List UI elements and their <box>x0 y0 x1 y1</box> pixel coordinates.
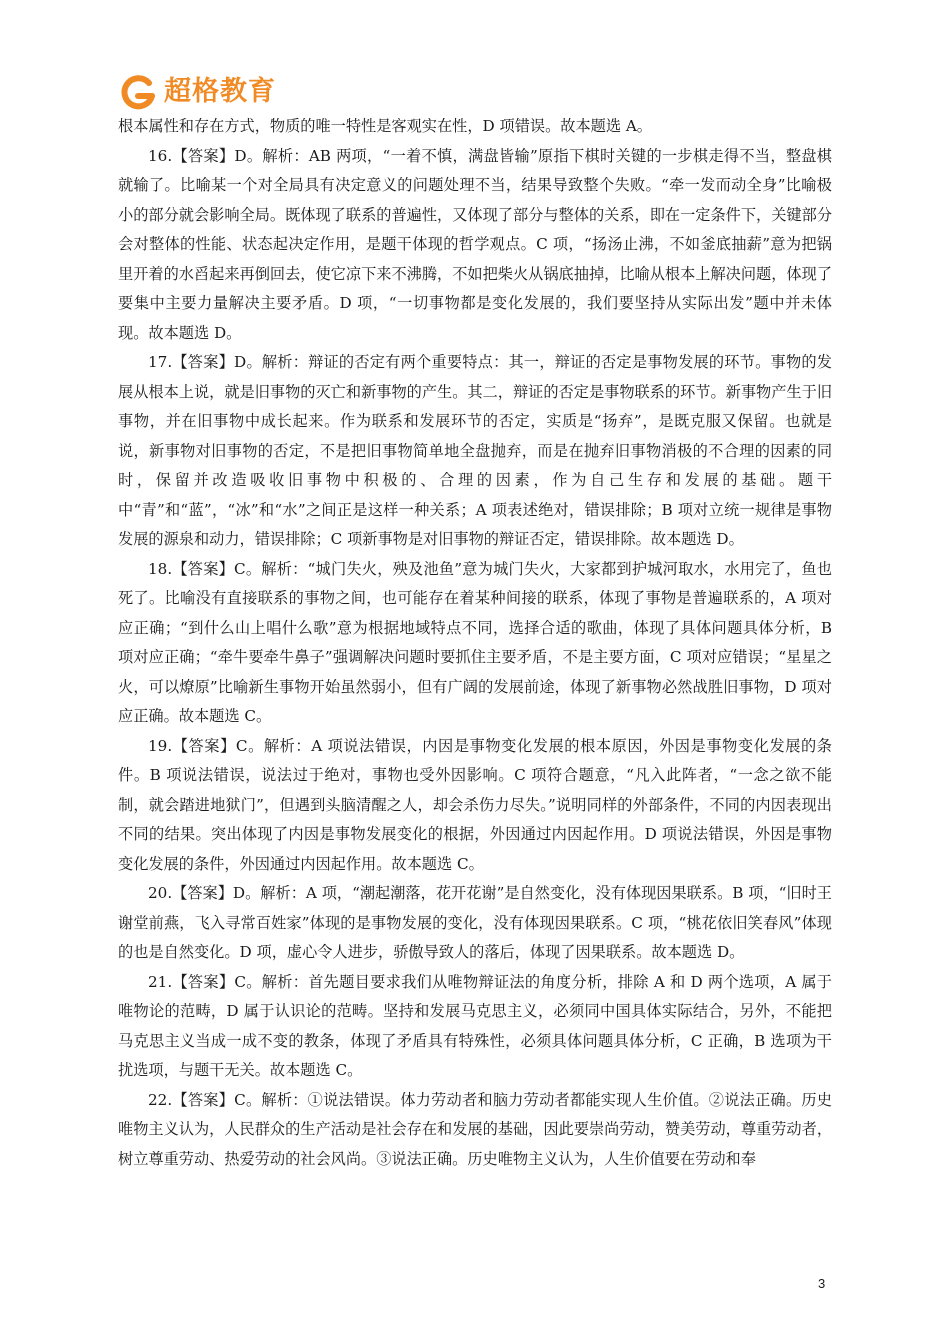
answer-20: 20.【答案】D。解析：A 项，“潮起潮落，花开花谢”是自然变化，没有体现因果联系。B 项，“旧时王谢堂前燕，飞入寻常百姓家”体现的是事物发展的变化，没有体现因果联系。C 项，“桃花依旧笑春风”体现的也是自然变化。D 项，虚心令人进步，骄傲导致人的落后，体现了因果联系。故本题选 D。 <box>118 884 832 961</box>
answer-21: 21.【答案】C。解析：首先题目要求我们从唯物辩证法的角度分析，排除 A 和 D 两个选项，A 属于唯物论的范畴，D 属于认识论的范畴。坚持和发展马克思主义，必须同中国具体实际结合，另外，不能把马克思主义当成一成不变的教条，体现了矛盾具有特殊性，必须具体问题具体分析，C 正确，B 选项为干扰选项，与题干无关。故本题选 C。 <box>118 972 832 1079</box>
header <box>118 72 276 112</box>
document-body <box>118 112 832 1174</box>
page-number: 3 <box>818 1276 826 1291</box>
answer-17: 17.【答案】D。解析：辩证的否定有两个重要特点：其一，辩证的否定是事物发展的环节。事物的发展从根本上说，就是旧事物的灭亡和新事物的产生。其二，辩证的否定是事物联系的环节。新事物产生于旧事物，并在旧事物中成长起来。作为联系和发展环节的否定，实质是“扬弃”，是既克服又保留。也就是说，新事物对旧事物的否定，不是把旧事物简单地全盘抛弃，而是在抛弃旧事物消极的不合理的因素的同时，保留并改造吸收旧事物中积极的、合理的因素，作为自己生存和发展的基础。题干中“青”和“蓝”，“冰”和“水”之间正是这样一种关系；A 项表述绝对，错误排除；B 项对立统一规律是事物发展的源泉和动力，错误排除；C 项新事物是对旧事物的辩证否定，错误排除。故本题选 D。 <box>118 353 832 548</box>
answer-19: 19.【答案】C。解析：A 项说法错误，内因是事物变化发展的根本原因，外因是事物变化发展的条件。B 项说法错误，说法过于绝对，事物也受外因影响。C 项符合题意，“凡入此阵者，“一念之欲不能制，就会踏进地狱门”，但遇到头脑清醒之人，却会杀伤力尽失。”说明同样的外部条件，不同的内因表现出不同的结果。突出体现了内因是事物发展变化的根据，外因通过内因起作用。D 项说法错误，外因是事物变化发展的条件，外因通过内因起作用。故本题选 C。 <box>118 736 832 873</box>
answer-16: 16.【答案】D。解析：AB 两项，“一着不慎，满盘皆输”原指下棋时关键的一步棋走得不当，整盘棋就输了。比喻某一个对全局具有决定意义的问题处理不当，结果导致整个失败。“牵一发而动全身”比喻极小的部分就会影响全局。既体现了联系的普遍性，又体现了部分与整体的关系，即在一定条件下，关键部分会对整体的性能、状态起决定作用，是题干体现的哲学观点。C 项，“扬汤止沸，不如釜底抽薪”意为把锅里开着的水舀起来再倒回去，使它凉下来不沸腾，不如把柴火从锅底抽掉，比喻从根本上解决问题，体现了要集中主要力量解决主要矛盾。D 项，“一切事物都是变化发展的，我们要坚持从实际出发”题中并未体现。故本题选 D。 <box>118 146 832 342</box>
paragraph-continuation: 根本属性和存在方式，物质的唯一特性是客观实在性，D 项错误。故本题选 A。 <box>118 117 652 135</box>
answer-22: 22.【答案】C。解析：①说法错误。体力劳动者和脑力劳动者都能实现人生价值。②说法正确。历史唯物主义认为，人民群众的生产活动是社会存在和发展的基础，因此要崇尚劳动，赞美劳动，尊重劳动者，树立尊重劳动、热爱劳动的社会风尚。③说法正确。历史唯物主义认为，人生价值要在劳动和奉 <box>118 1090 832 1168</box>
brand-logo-icon <box>118 72 158 112</box>
answer-18: 18.【答案】C。解析：“城门失火，殃及池鱼”意为城门失火，大家都到护城河取水，水用完了，鱼也死了。比喻没有直接联系的事物之间，也可能存在着某种间接的联系，体现了事物是普遍联系的，A 项对应正确；“到什么山上唱什么歌”意为根据地域特点不同，选择合适的歌曲，体现了具体问题具体分析，B 项对应正确；“牵牛要牵牛鼻子”强调解决问题时要抓住主要矛盾，不是主要方面，C 项对应错误；“星星之火，可以燎原”比喻新生事物开始虽然弱小，但有广阔的发展前途，体现了新事物必然战胜旧事物，D 项对应正确。故本题选 C。 <box>118 559 832 725</box>
brand-name: 超格教育 <box>164 76 276 107</box>
